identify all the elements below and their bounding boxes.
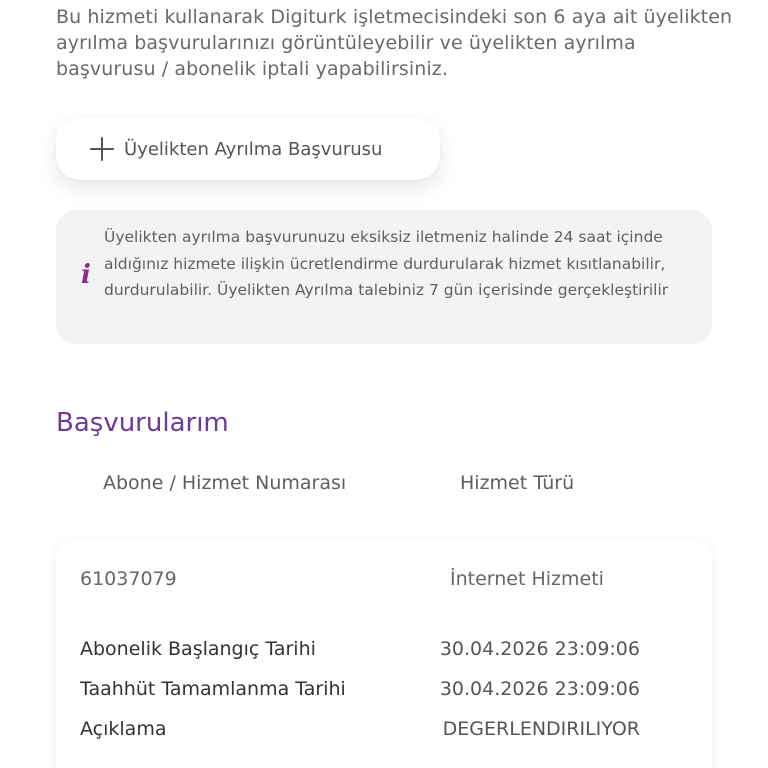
commitment-date-value: 30.04.2026 23:09:06 [439,678,640,700]
plus-icon [90,137,114,161]
description-value: DEGERLENDIRILIYOR [442,718,640,740]
subscriber-number: 61037079 [80,568,177,590]
applications-title: Başvurularım [56,408,229,438]
apply-cancellation-button[interactable] [56,118,440,180]
application-card[interactable] [56,540,712,768]
column-header-subscriber: Abone / Hizmet Numarası [103,472,347,494]
description-label: Açıklama [80,718,167,740]
service-type: İnternet Hizmeti [450,568,604,590]
start-date-value: 30.04.2026 23:09:06 [439,638,640,660]
start-date-label: Abonelik Başlangıç Tarihi [80,638,316,660]
column-header-service: Hizmet Türü [460,472,575,494]
info-box [56,210,712,344]
intro-text: Bu hizmeti kullanarak Digiturk işletmecisindeki son 6 aya ait üyelikten ayrılma başvurularınızı görüntüleyebilir ve üyelikten ayrılma başvurusu / abonelik iptali yapabilirsiniz. [56,6,733,80]
info-text: Üyelikten ayrılma başvurunuzu eksiksiz iletmeniz halinde 24 saat içinde aldığınız hizmete ilişkin ücretlendirme durdurularak hizmet kısıtlanabilir, durdurulabilir. Üyelikten Ayrılma talebiniz 7 gün içerisinde gerçekleştirilir [104,228,669,299]
info-icon: i [81,260,91,290]
apply-cancellation-label: Üyelikten Ayrılma Başvurusu [124,138,383,160]
commitment-date-label: Taahhüt Tamamlanma Tarihi [80,678,346,700]
